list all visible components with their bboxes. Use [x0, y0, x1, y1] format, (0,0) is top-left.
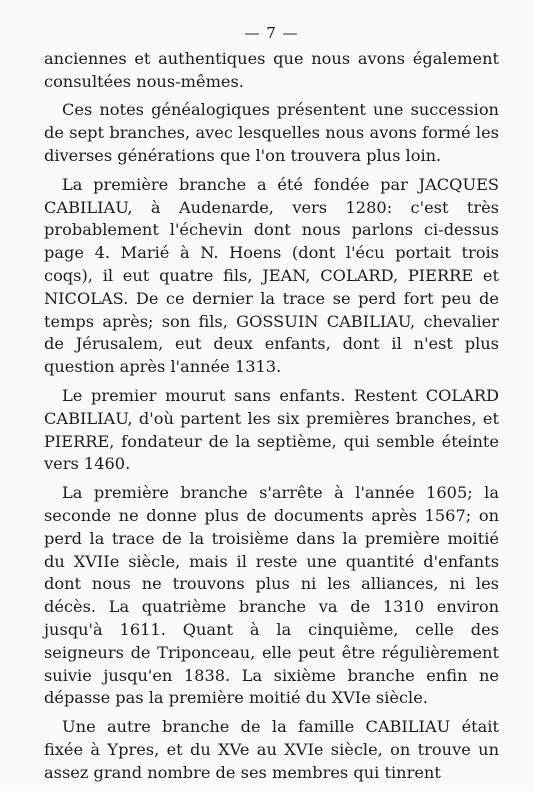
paragraph-6: Une autre branche de la famille CABILIAU était fixée à Ypres, et du XVe au XVIe siècle, on trouve un assez grand nombre de ses membres qui tinrent: [44, 717, 499, 782]
paragraph-4: Le premier mourut sans enfants. Restent COLARD CABILIAU, d'où partent les six premières branches, et PIERRE, fondateur de la septième, qui semble éteinte vers 1460.: [44, 385, 499, 474]
page-number: — 7 —: [244, 24, 299, 42]
document-page: [44, 22, 499, 791]
paragraph-1: anciennes et authentiques que nous avons également consultées nous-mêmes.: [44, 48, 499, 91]
paragraph-5: La première branche s'arrête à l'année 1605; la seconde ne donne plus de documents après 1567; on perd la trace de la troisième dans la première moitié du XVIIe siècle, mais il reste une quantité d'enfants dont nous ne trouvons plus ni les alliances, ni les décès. La quatrième branche va de 1310 environ jusqu'à 1611. Quant à la cinquième, celle des seigneurs de Triponceau, elle peut être régulièrement suivie jusqu'en 1838. La sixième branche enfin ne dépasse pas la première moitié du XVIe siècle.: [44, 483, 499, 708]
paragraph-3: La première branche a été fondée par JACQUES CABILIAU, à Audenarde, vers 1280: c'est très probablement l'échevin dont nous parlons ci-dessus page 4. Marié à N. Hoens (dont l'écu portait trois coqs), il eut quatre fils, JEAN, COLARD, PIERRE et NICOLAS. De ce dernier la trace se perd fort peu de temps après; son fils, GOSSUIN CABILIAU, chevalier de Jérusalem, eut deux enfants, dont il n'est plus question après l'année 1313.: [44, 174, 499, 377]
paragraph-2: Ces notes généalogiques présentent une succession de sept branches, avec lesquelles nous avons formé les diverses générations que l'on trouvera plus loin.: [44, 100, 499, 165]
